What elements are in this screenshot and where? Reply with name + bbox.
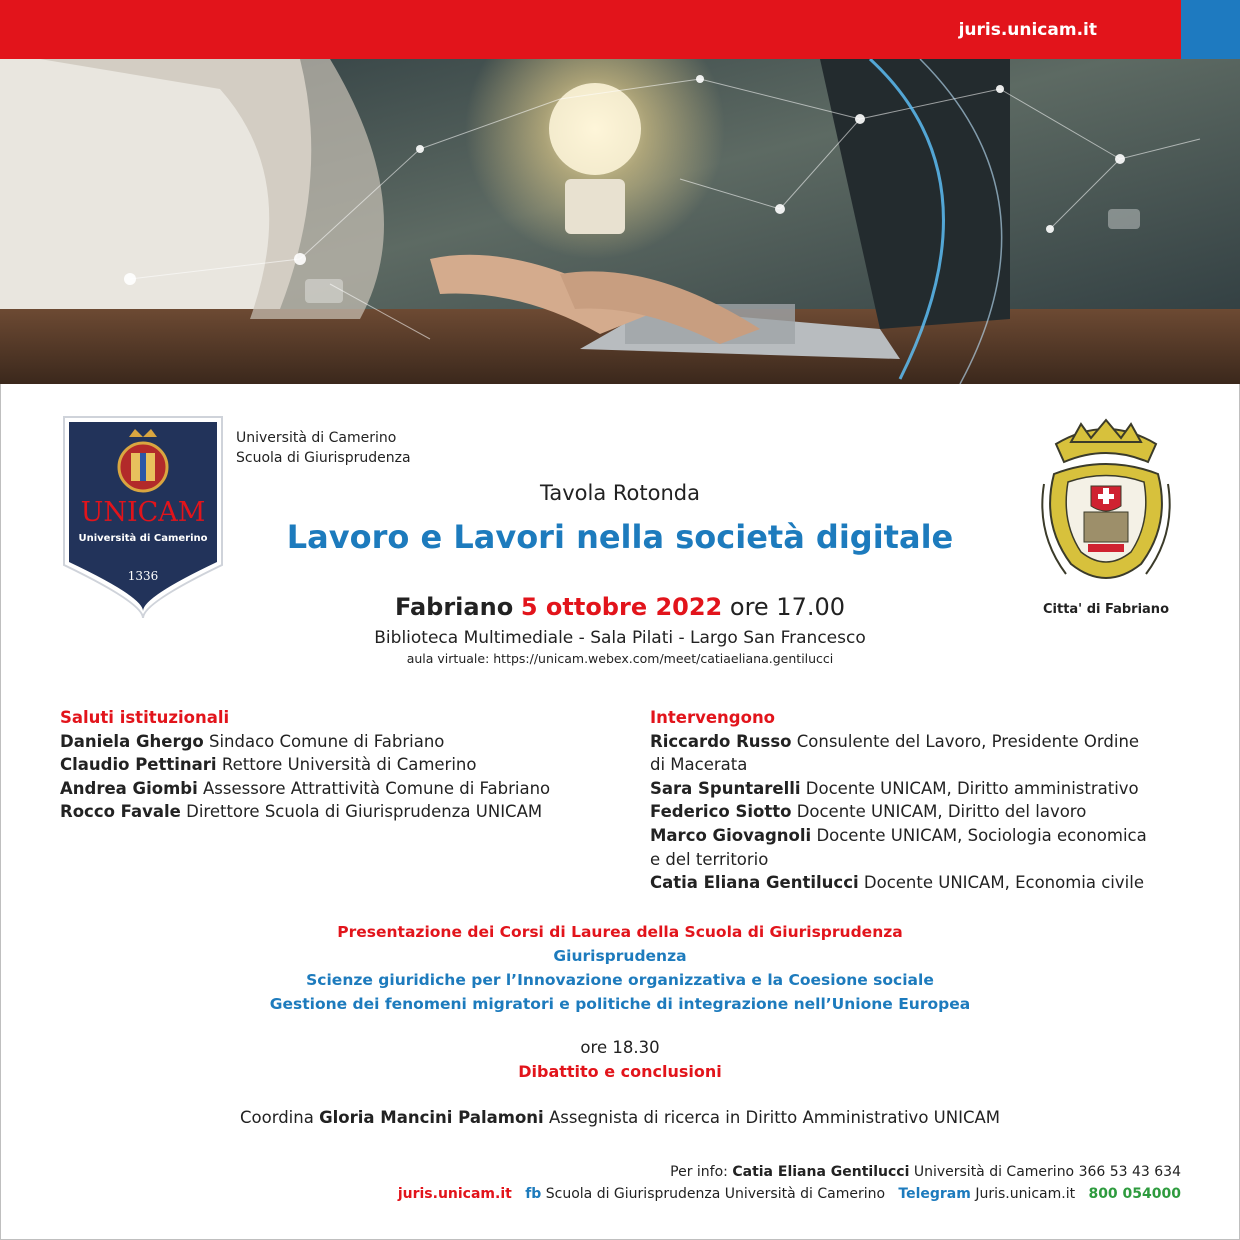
event-title: Lavoro e Lavori nella società digitale <box>286 518 954 556</box>
list-item <box>650 800 1150 824</box>
event-date: 5 ottobre 2022 <box>520 593 723 621</box>
list-item <box>60 730 620 754</box>
telegram-label: Telegram <box>898 1186 971 1202</box>
list-item <box>60 753 620 777</box>
person-name: Andrea Giombi <box>60 778 198 798</box>
fb-link[interactable]: Scuola di Giurisprudenza Università di Camerino <box>545 1186 886 1202</box>
course-item: Giurisprudenza <box>553 947 687 965</box>
university-name <box>236 428 411 468</box>
list-item <box>60 777 620 801</box>
coordina-prefix: Coordina <box>240 1108 314 1127</box>
person-role: Sindaco Comune di Fabriano <box>208 731 445 751</box>
closing-label: Dibattito e conclusioni <box>518 1062 722 1081</box>
intervengono-section <box>650 706 1150 895</box>
person-role: Consulente del Lavoro, Presidente Ordine di Macerata <box>650 731 1140 775</box>
event-venue: Biblioteca Multimediale - Sala Pilati - Largo San Francesco <box>374 628 866 648</box>
person-role: Rettore Università di Camerino <box>221 755 477 775</box>
closing-time: ore 18.30 <box>580 1038 660 1057</box>
fabriano-crest-icon <box>1036 414 1176 599</box>
person-role: Direttore Scuola di Giurisprudenza UNICAM <box>186 802 543 822</box>
laptop-network-illustration <box>0 59 1240 384</box>
virtual-room-link[interactable]: aula virtuale: https://unicam.webex.com/meet/catiaeliana.gentilucci <box>406 651 834 666</box>
list-item <box>650 730 1150 777</box>
saluti-section <box>60 706 620 824</box>
info-rest: Università di Camerino 366 53 43 634 <box>913 1164 1181 1180</box>
course-item: Gestione dei fenomeni migratori e politiche di integrazione nell’Unione Europea <box>269 995 971 1013</box>
top-bar <box>0 0 1181 59</box>
list-item <box>650 824 1150 871</box>
info-prefix: Per info: <box>670 1164 728 1180</box>
list-item <box>650 871 1150 895</box>
unicam-logo-year: 1336 <box>127 569 159 583</box>
person-role: Docente UNICAM, Sociologia economica e del territorio <box>650 825 1147 869</box>
event-city: Fabriano <box>394 593 514 621</box>
web-link[interactable]: juris.unicam.it <box>397 1186 512 1202</box>
info-name: Catia Eliana Gentilucci <box>732 1164 910 1180</box>
coordina-name: Gloria Mancini Palamoni <box>319 1108 544 1127</box>
course-item: Scienze giuridiche per l’Innovazione organizzativa e la Coesione sociale <box>306 971 934 989</box>
fabriano-caption: Citta' di Fabriano <box>1042 602 1169 617</box>
hero-image <box>0 59 1240 384</box>
person-name: Federico Siotto <box>650 802 792 822</box>
event-kind: Tavola Rotonda <box>540 481 700 505</box>
person-name: Catia Eliana Gentilucci <box>650 873 859 893</box>
list-item <box>650 777 1150 801</box>
school-line: Scuola di Giurisprudenza <box>236 450 411 466</box>
person-role: Docente UNICAM, Diritto del lavoro <box>796 802 1087 822</box>
coordina-role: Assegnista di ricerca in Diritto Amministrativo UNICAM <box>548 1108 1000 1127</box>
person-name: Sara Spuntarelli <box>650 778 801 798</box>
top-bar-accent <box>1181 0 1240 59</box>
person-role: Assessore Attrattività Comune di Fabriano <box>202 778 551 798</box>
person-role: Docente UNICAM, Economia civile <box>863 873 1144 893</box>
contacts-line <box>398 1186 1181 1202</box>
intervengono-heading: Intervengono <box>650 708 776 727</box>
person-name: Daniela Ghergo <box>60 731 204 751</box>
saluti-heading: Saluti istituzionali <box>60 708 230 727</box>
event-dateline <box>0 593 1240 621</box>
telegram-link[interactable]: Juris.unicam.it <box>975 1186 1076 1202</box>
unicam-logo-subtitle: Università di Camerino <box>78 533 208 544</box>
site-link[interactable]: juris.unicam.it <box>958 20 1097 40</box>
person-name: Rocco Favale <box>60 802 181 822</box>
person-name: Riccardo Russo <box>650 731 792 751</box>
phone-number[interactable]: 800 054000 <box>1088 1186 1181 1202</box>
presentazione-heading: Presentazione dei Corsi di Laurea della Scuola di Giurisprudenza <box>337 923 903 941</box>
event-time: ore 17.00 <box>729 593 846 621</box>
list-item <box>60 800 620 824</box>
presentazione-section <box>0 920 1240 1016</box>
unicam-logo-name: UNICAM <box>80 497 206 528</box>
fb-label: fb <box>525 1186 542 1202</box>
coordina-line <box>0 1108 1240 1127</box>
university-line: Università di Camerino <box>236 430 397 446</box>
info-line <box>670 1164 1181 1180</box>
person-role: Docente UNICAM, Diritto amministrativo <box>805 778 1139 798</box>
person-name: Marco Giovagnoli <box>650 825 812 845</box>
person-name: Claudio Pettinari <box>60 755 217 775</box>
